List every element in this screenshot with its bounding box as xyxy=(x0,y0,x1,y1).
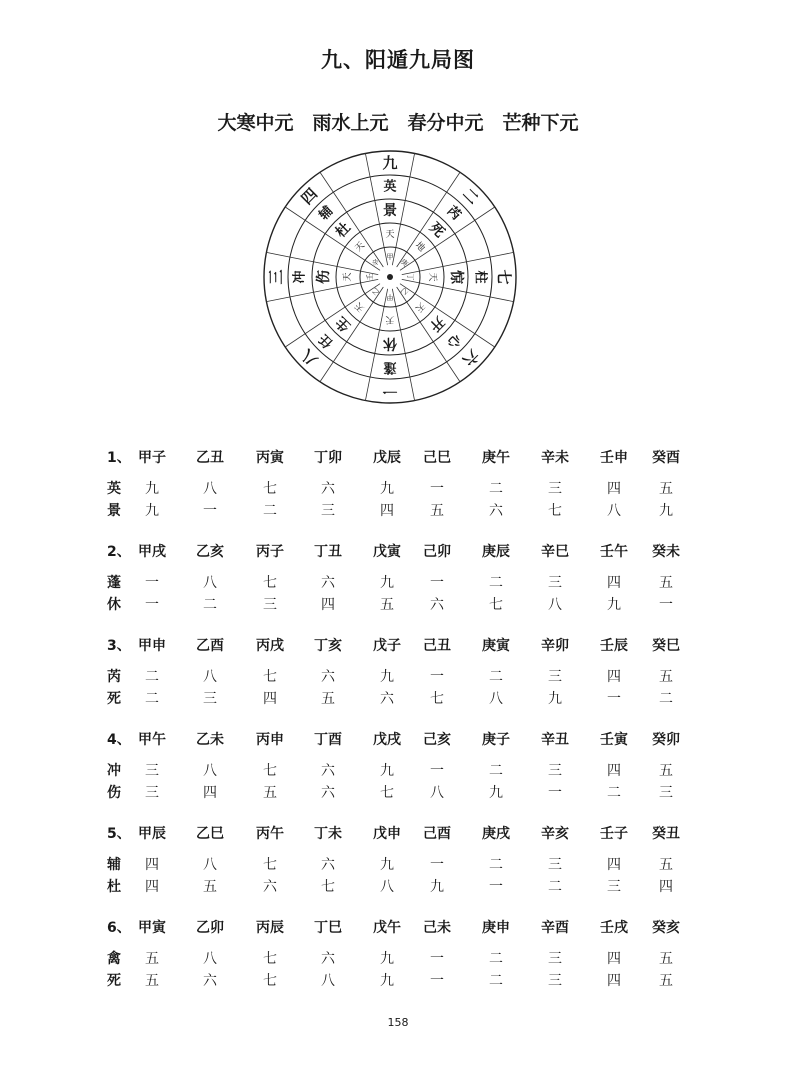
wheel-label-door: 死 xyxy=(426,219,448,241)
stem-cell: 壬子 xyxy=(600,826,628,842)
door-value-cell: 六 xyxy=(380,691,394,707)
stem-cell: 庚午 xyxy=(482,450,510,466)
star-value-cell: 六 xyxy=(321,669,335,685)
door-value-cell: 四 xyxy=(263,691,277,707)
wheel-label-god: 天 xyxy=(353,240,368,255)
door-value-cell: 七 xyxy=(430,691,444,707)
star-value-cell: 一 xyxy=(430,951,444,967)
door-value-cell: 九 xyxy=(607,597,621,613)
star-value-cell: 五 xyxy=(145,951,159,967)
star-value-cell: 一 xyxy=(430,763,444,779)
door-value-cell: 四 xyxy=(321,597,335,613)
wheel-center xyxy=(387,274,393,280)
table-index: 5、 xyxy=(107,826,131,842)
wheel-label-star: 任 xyxy=(316,330,337,351)
wheel-label-star: 柱 xyxy=(472,270,488,284)
door-value-cell: 五 xyxy=(203,879,217,895)
table-index: 2、 xyxy=(107,544,131,560)
stem-cell: 己未 xyxy=(423,920,451,936)
door-label: 杜 xyxy=(107,879,121,895)
wheel-label-stem: 丁 xyxy=(406,273,414,281)
star-value-cell: 三 xyxy=(548,669,562,685)
wheel-label-star: 心 xyxy=(443,330,464,351)
wheel-label-num: 六 xyxy=(458,345,483,370)
door-value-cell: 八 xyxy=(430,785,444,801)
stem-cell: 壬午 xyxy=(600,544,628,560)
star-value-cell: 三 xyxy=(548,481,562,497)
stem-cell: 甲子 xyxy=(138,450,166,466)
stem-cell: 庚申 xyxy=(482,920,510,936)
star-value-cell: 四 xyxy=(607,669,621,685)
page-subtitle: 大寒中元 雨水上元 春分中元 芒种下元 xyxy=(217,112,579,134)
wheel-label-num: 一 xyxy=(382,382,398,400)
stem-cell: 戊子 xyxy=(373,638,401,654)
stem-cell: 乙丑 xyxy=(196,450,224,466)
wheel-label-num: 二 xyxy=(458,184,483,209)
stem-header-row xyxy=(0,635,796,657)
star-value-cell: 九 xyxy=(380,669,394,685)
star-value-cell: 六 xyxy=(321,481,335,497)
wheel-label-god: 天 xyxy=(353,299,368,314)
door-value-cell: 四 xyxy=(607,973,621,989)
star-label: 蓬 xyxy=(107,575,121,591)
stem-cell: 戊午 xyxy=(373,920,401,936)
door-value-cell: 七 xyxy=(321,879,335,895)
star-value-cell: 八 xyxy=(203,575,217,591)
door-value-cell: 七 xyxy=(548,503,562,519)
door-label: 死 xyxy=(107,973,121,989)
wheel-label-stem: 乙 xyxy=(398,285,410,297)
star-value-cell: 三 xyxy=(548,951,562,967)
door-value-cell: 六 xyxy=(263,879,277,895)
star-value-cell: 二 xyxy=(489,763,503,779)
stem-cell: 辛亥 xyxy=(541,826,569,842)
star-row xyxy=(0,478,796,500)
stem-cell: 己卯 xyxy=(423,544,451,560)
door-label: 景 xyxy=(107,503,121,519)
door-value-cell: 三 xyxy=(321,503,335,519)
star-value-cell: 六 xyxy=(321,763,335,779)
wheel-label-god: 天 xyxy=(427,272,437,282)
star-value-cell: 七 xyxy=(263,951,277,967)
door-value-cell: 二 xyxy=(548,879,562,895)
stem-cell: 丁酉 xyxy=(314,732,342,748)
stem-cell: 丙寅 xyxy=(256,450,284,466)
door-value-cell: 一 xyxy=(607,691,621,707)
page-number: 158 xyxy=(387,1016,409,1029)
stem-cell: 癸卯 xyxy=(652,732,680,748)
star-value-cell: 九 xyxy=(380,763,394,779)
star-value-cell: 八 xyxy=(203,857,217,873)
stem-cell: 庚寅 xyxy=(482,638,510,654)
star-value-cell: 六 xyxy=(321,951,335,967)
door-value-cell: 二 xyxy=(203,597,217,613)
stem-cell: 丙戌 xyxy=(256,638,284,654)
stem-cell: 甲申 xyxy=(138,638,166,654)
star-value-cell: 七 xyxy=(263,481,277,497)
stem-header-row xyxy=(0,823,796,845)
star-value-cell: 九 xyxy=(380,575,394,591)
wheel-label-door: 生 xyxy=(332,313,354,335)
door-value-cell: 四 xyxy=(145,879,159,895)
door-value-cell: 三 xyxy=(548,973,562,989)
stem-cell: 丁未 xyxy=(314,826,342,842)
wheel-label-num: 三 xyxy=(267,269,285,285)
stem-cell: 癸亥 xyxy=(652,920,680,936)
star-value-cell: 八 xyxy=(203,951,217,967)
wheel-label-door: 惊 xyxy=(448,270,464,284)
star-value-cell: 一 xyxy=(430,575,444,591)
star-value-cell: 六 xyxy=(321,575,335,591)
stem-cell: 丁巳 xyxy=(314,920,342,936)
door-value-cell: 八 xyxy=(321,973,335,989)
door-value-cell: 九 xyxy=(489,785,503,801)
door-value-cell: 一 xyxy=(145,597,159,613)
door-value-cell: 三 xyxy=(659,785,673,801)
door-value-cell: 五 xyxy=(380,597,394,613)
door-value-cell: 五 xyxy=(430,503,444,519)
door-value-cell: 九 xyxy=(548,691,562,707)
door-value-cell: 八 xyxy=(607,503,621,519)
stem-cell: 辛酉 xyxy=(541,920,569,936)
stem-cell: 癸酉 xyxy=(652,450,680,466)
door-value-cell: 四 xyxy=(203,785,217,801)
stem-cell: 甲戌 xyxy=(138,544,166,560)
stem-header-row xyxy=(0,447,796,469)
wheel-label-num: 九 xyxy=(382,154,398,172)
star-label: 辅 xyxy=(107,857,121,873)
wheel-label-stem: 乙 xyxy=(370,285,382,297)
wheel-label-num: 七 xyxy=(495,269,513,285)
wheel-label-door: 伤 xyxy=(316,270,332,284)
wheel-label-door: 开 xyxy=(426,313,448,335)
star-value-cell: 三 xyxy=(548,857,562,873)
door-value-cell: 二 xyxy=(263,503,277,519)
stem-cell: 戊辰 xyxy=(373,450,401,466)
star-value-cell: 二 xyxy=(145,669,159,685)
star-value-cell: 八 xyxy=(203,481,217,497)
stem-cell: 戊申 xyxy=(373,826,401,842)
wheel-label-stem: 甲 xyxy=(386,253,394,261)
stem-cell: 丙午 xyxy=(256,826,284,842)
wheel-label-star: 辅 xyxy=(316,203,337,224)
door-label: 死 xyxy=(107,691,121,707)
star-value-cell: 八 xyxy=(203,669,217,685)
wheel-label-num: 四 xyxy=(297,184,322,209)
star-value-cell: 一 xyxy=(430,669,444,685)
stem-cell: 丁卯 xyxy=(314,450,342,466)
door-value-cell: 六 xyxy=(489,503,503,519)
door-value-cell: 九 xyxy=(145,503,159,519)
door-value-cell: 七 xyxy=(263,973,277,989)
door-value-cell: 四 xyxy=(380,503,394,519)
stem-cell: 乙酉 xyxy=(196,638,224,654)
star-value-cell: 三 xyxy=(145,763,159,779)
door-row xyxy=(0,688,796,710)
star-value-cell: 五 xyxy=(659,575,673,591)
wheel-label-stem: 辛 xyxy=(370,257,382,269)
star-value-cell: 二 xyxy=(489,481,503,497)
table-index: 6、 xyxy=(107,920,131,936)
stem-cell: 甲午 xyxy=(138,732,166,748)
star-value-cell: 五 xyxy=(659,669,673,685)
wheel-label-stem: 甲 xyxy=(386,293,394,301)
wheel-label-god: 地 xyxy=(412,240,427,255)
star-value-cell: 二 xyxy=(489,951,503,967)
star-value-cell: 六 xyxy=(321,857,335,873)
stem-header-row xyxy=(0,541,796,563)
stem-cell: 癸未 xyxy=(652,544,680,560)
door-value-cell: 五 xyxy=(145,973,159,989)
stem-cell: 辛卯 xyxy=(541,638,569,654)
stem-cell: 辛巳 xyxy=(541,544,569,560)
door-value-cell: 三 xyxy=(203,691,217,707)
star-value-cell: 七 xyxy=(263,763,277,779)
stem-cell: 壬寅 xyxy=(600,732,628,748)
door-value-cell: 三 xyxy=(607,879,621,895)
star-value-cell: 四 xyxy=(607,763,621,779)
stem-cell: 乙卯 xyxy=(196,920,224,936)
stem-cell: 癸巳 xyxy=(652,638,680,654)
door-value-cell: 二 xyxy=(489,973,503,989)
table-index: 4、 xyxy=(107,732,131,748)
wheel-label-star: 芮 xyxy=(443,203,464,224)
star-label: 芮 xyxy=(107,669,121,685)
stem-cell: 壬戌 xyxy=(600,920,628,936)
door-value-cell: 四 xyxy=(659,879,673,895)
star-value-cell: 八 xyxy=(203,763,217,779)
stem-cell: 癸丑 xyxy=(652,826,680,842)
stem-cell: 丙申 xyxy=(256,732,284,748)
stem-cell: 庚子 xyxy=(482,732,510,748)
star-row xyxy=(0,572,796,594)
stem-cell: 己酉 xyxy=(423,826,451,842)
door-value-cell: 九 xyxy=(430,879,444,895)
stem-cell: 丙子 xyxy=(256,544,284,560)
wheel-label-god: 天 xyxy=(343,272,353,282)
door-value-cell: 六 xyxy=(321,785,335,801)
door-value-cell: 八 xyxy=(489,691,503,707)
wheel-label-door: 杜 xyxy=(332,219,354,241)
star-value-cell: 一 xyxy=(430,857,444,873)
door-value-cell: 九 xyxy=(659,503,673,519)
stem-cell: 戊寅 xyxy=(373,544,401,560)
door-value-cell: 六 xyxy=(430,597,444,613)
star-row xyxy=(0,666,796,688)
stem-cell: 庚辰 xyxy=(482,544,510,560)
table-index: 3、 xyxy=(107,638,131,654)
star-label: 英 xyxy=(107,481,121,497)
stem-cell: 甲辰 xyxy=(138,826,166,842)
star-value-cell: 五 xyxy=(659,951,673,967)
stem-cell: 乙巳 xyxy=(196,826,224,842)
door-value-cell: 五 xyxy=(659,973,673,989)
star-value-cell: 二 xyxy=(489,669,503,685)
star-value-cell: 九 xyxy=(380,951,394,967)
door-value-cell: 五 xyxy=(263,785,277,801)
star-value-cell: 七 xyxy=(263,575,277,591)
door-value-cell: 八 xyxy=(548,597,562,613)
door-value-cell: 七 xyxy=(489,597,503,613)
door-row xyxy=(0,782,796,804)
wheel-label-num: 八 xyxy=(297,345,322,370)
door-label: 伤 xyxy=(107,785,121,801)
star-value-cell: 一 xyxy=(430,481,444,497)
star-label: 禽 xyxy=(107,951,121,967)
star-value-cell: 二 xyxy=(489,857,503,873)
stem-cell: 己巳 xyxy=(423,450,451,466)
door-row xyxy=(0,876,796,898)
stem-header-row xyxy=(0,917,796,939)
stem-header-row xyxy=(0,729,796,751)
star-value-cell: 七 xyxy=(263,669,277,685)
star-row xyxy=(0,760,796,782)
star-value-cell: 一 xyxy=(145,575,159,591)
door-value-cell: 六 xyxy=(203,973,217,989)
door-value-cell: 一 xyxy=(548,785,562,801)
door-row xyxy=(0,500,796,522)
star-value-cell: 四 xyxy=(607,857,621,873)
stem-cell: 壬申 xyxy=(600,450,628,466)
stem-cell: 丁丑 xyxy=(314,544,342,560)
stem-cell: 壬辰 xyxy=(600,638,628,654)
door-value-cell: 五 xyxy=(321,691,335,707)
stem-cell: 辛丑 xyxy=(541,732,569,748)
star-value-cell: 五 xyxy=(659,481,673,497)
star-value-cell: 七 xyxy=(263,857,277,873)
star-value-cell: 二 xyxy=(489,575,503,591)
door-label: 休 xyxy=(107,597,121,613)
star-value-cell: 九 xyxy=(380,857,394,873)
door-value-cell: 一 xyxy=(659,597,673,613)
door-row xyxy=(0,970,796,992)
wheel-svg xyxy=(260,147,520,407)
door-value-cell: 三 xyxy=(145,785,159,801)
door-value-cell: 二 xyxy=(607,785,621,801)
star-label: 冲 xyxy=(107,763,121,779)
door-value-cell: 三 xyxy=(263,597,277,613)
stem-cell: 甲寅 xyxy=(138,920,166,936)
stem-cell: 乙亥 xyxy=(196,544,224,560)
stem-cell: 己亥 xyxy=(423,732,451,748)
wheel-label-god: 天 xyxy=(385,314,395,324)
star-value-cell: 四 xyxy=(145,857,159,873)
table-index: 1、 xyxy=(107,450,131,466)
star-value-cell: 九 xyxy=(380,481,394,497)
stem-cell: 戊戌 xyxy=(373,732,401,748)
star-value-cell: 五 xyxy=(659,857,673,873)
wheel-label-god: 天 xyxy=(385,230,395,240)
wheel-label-door: 景 xyxy=(383,203,397,219)
star-value-cell: 四 xyxy=(607,481,621,497)
stem-cell: 乙未 xyxy=(196,732,224,748)
stem-cell: 丁亥 xyxy=(314,638,342,654)
door-value-cell: 一 xyxy=(203,503,217,519)
stem-cell: 己丑 xyxy=(423,638,451,654)
door-value-cell: 二 xyxy=(659,691,673,707)
door-value-cell: 九 xyxy=(380,973,394,989)
wheel-label-star: 冲 xyxy=(292,270,308,284)
star-value-cell: 九 xyxy=(145,481,159,497)
star-row xyxy=(0,948,796,970)
wheel-label-door: 休 xyxy=(383,335,397,351)
star-value-cell: 五 xyxy=(659,763,673,779)
wheel-label-stem: 庚 xyxy=(398,257,410,269)
door-row xyxy=(0,594,796,616)
stem-cell: 辛未 xyxy=(541,450,569,466)
door-value-cell: 七 xyxy=(380,785,394,801)
wheel-label-star: 蓬 xyxy=(383,359,397,375)
door-value-cell: 一 xyxy=(430,973,444,989)
wheel-label-stem: 壬 xyxy=(366,273,374,281)
wheel-label-god: 天 xyxy=(412,299,427,314)
star-row xyxy=(0,854,796,876)
star-value-cell: 三 xyxy=(548,575,562,591)
door-value-cell: 八 xyxy=(380,879,394,895)
page-title: 九、阳遁九局图 xyxy=(321,48,475,72)
door-value-cell: 二 xyxy=(145,691,159,707)
star-value-cell: 四 xyxy=(607,951,621,967)
wheel-label-star: 英 xyxy=(383,179,397,195)
stem-cell: 丙辰 xyxy=(256,920,284,936)
stem-cell: 庚戌 xyxy=(482,826,510,842)
nine-palace-wheel-diagram xyxy=(260,147,520,407)
door-value-cell: 一 xyxy=(489,879,503,895)
star-value-cell: 四 xyxy=(607,575,621,591)
star-value-cell: 三 xyxy=(548,763,562,779)
